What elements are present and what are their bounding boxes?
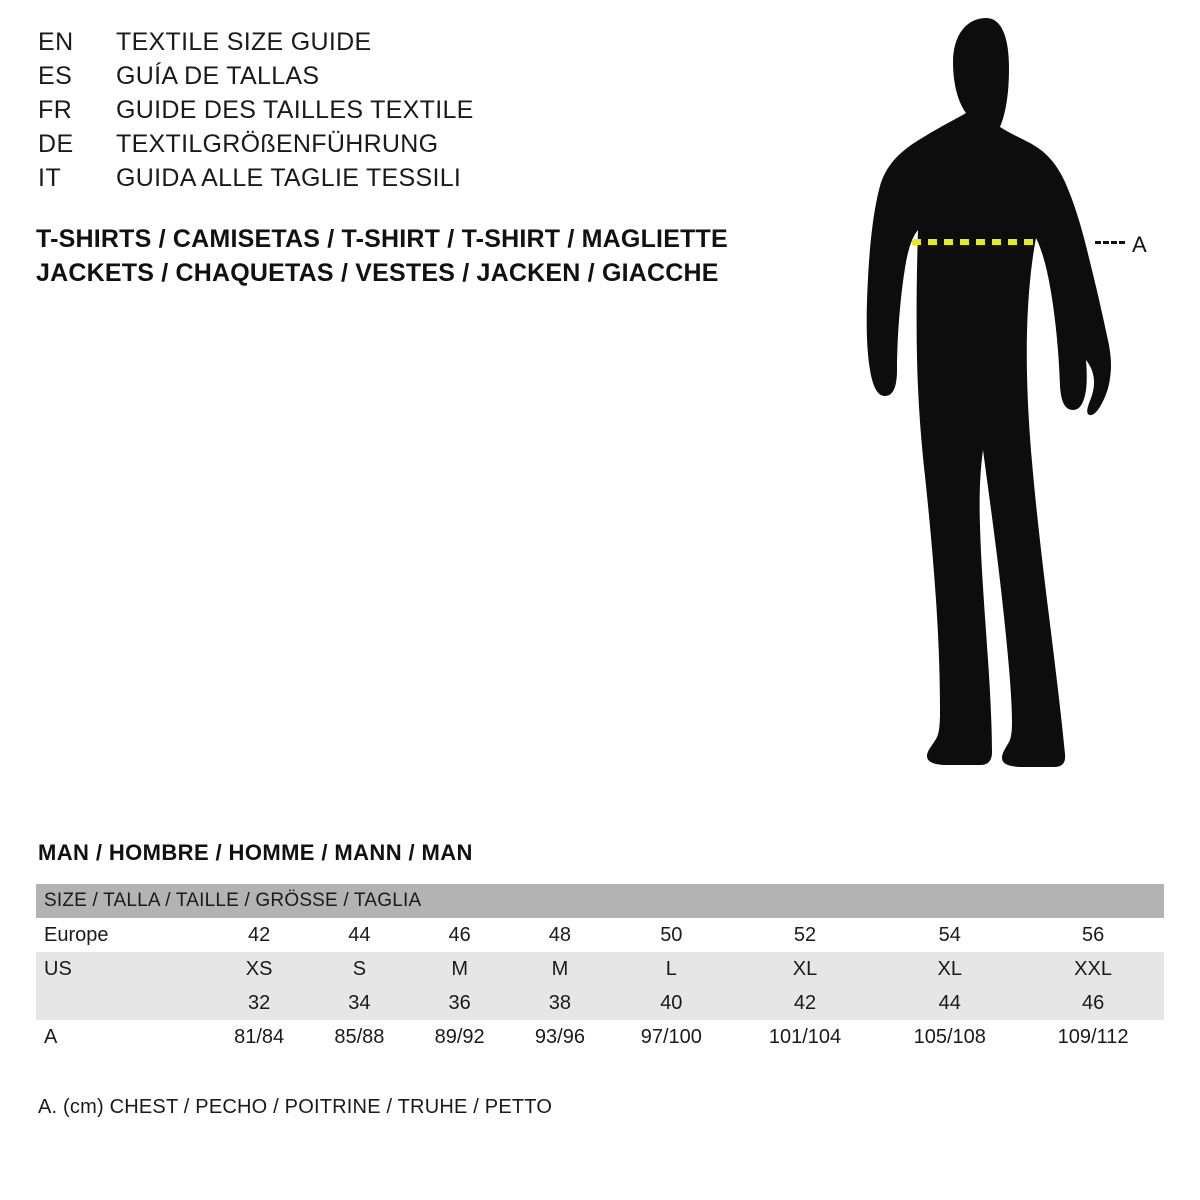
cell-europe-4: 50 bbox=[660, 923, 683, 946]
cell-numeric-3: 38 bbox=[548, 991, 572, 1014]
cell-numeric-7: 46 bbox=[1081, 991, 1105, 1014]
cell-a-2: 89/92 bbox=[434, 1025, 485, 1048]
silhouette-svg bbox=[790, 10, 1190, 800]
cell-europe-6: 54 bbox=[938, 923, 961, 946]
cell-us-0: XS bbox=[245, 957, 273, 980]
table-row bbox=[36, 986, 1164, 1020]
measure-leader-dashes bbox=[1095, 241, 1125, 244]
language-row-en bbox=[38, 28, 758, 62]
language-code-en: EN bbox=[38, 28, 74, 56]
cell-numeric-1: 34 bbox=[348, 991, 371, 1014]
language-text-fr: GUIDE DES TAILLES TEXTILE bbox=[116, 96, 474, 124]
language-row-it bbox=[38, 164, 758, 198]
language-code-es: ES bbox=[38, 62, 73, 90]
language-row-fr bbox=[38, 96, 758, 130]
cell-numeric-4: 40 bbox=[660, 991, 683, 1014]
language-text-es: GUÍA DE TALLAS bbox=[116, 62, 320, 90]
table-row bbox=[36, 918, 1164, 952]
row-label-us: US bbox=[44, 957, 72, 980]
language-text-en: TEXTILE SIZE GUIDE bbox=[116, 28, 372, 56]
cell-us-2: M bbox=[451, 957, 468, 980]
footnote-chest-measurement: A. (cm) CHEST / PECHO / POITRINE / TRUHE / PETTO bbox=[38, 1096, 553, 1118]
language-code-it: IT bbox=[38, 164, 62, 192]
cell-numeric-2: 36 bbox=[448, 991, 471, 1014]
measure-label-a: A bbox=[1132, 232, 1147, 257]
cell-us-4: L bbox=[665, 957, 677, 980]
cell-a-1: 85/88 bbox=[334, 1025, 385, 1048]
language-code-fr: FR bbox=[38, 96, 73, 124]
language-code-de: DE bbox=[38, 130, 74, 158]
male-silhouette-figure bbox=[790, 10, 1190, 800]
cell-europe-1: 44 bbox=[348, 923, 371, 946]
language-text-it: GUIDA ALLE TAGLIE TESSILI bbox=[116, 164, 462, 192]
cell-us-5: XL bbox=[792, 957, 818, 980]
table-row bbox=[36, 952, 1164, 986]
cell-europe-3: 48 bbox=[548, 923, 572, 946]
cell-a-0: 81/84 bbox=[234, 1025, 285, 1048]
section-title-man: MAN / HOMBRE / HOMME / MANN / MAN bbox=[38, 840, 473, 865]
cell-a-5: 101/104 bbox=[768, 1025, 842, 1048]
table-header-label: SIZE / TALLA / TAILLE / GRÖSSE / TAGLIA bbox=[44, 890, 422, 911]
language-row-de bbox=[38, 130, 758, 164]
category-block bbox=[36, 222, 796, 290]
cell-a-7: 109/112 bbox=[1057, 1025, 1129, 1048]
cell-europe-7: 56 bbox=[1081, 923, 1105, 946]
cell-a-6: 105/108 bbox=[913, 1025, 986, 1048]
cell-us-6: XL bbox=[937, 957, 962, 980]
table-header-row bbox=[36, 884, 1164, 918]
language-text-de: TEXTILGRÖßENFÜHRUNG bbox=[116, 130, 439, 158]
table-row bbox=[36, 1020, 1164, 1054]
cell-europe-2: 46 bbox=[448, 923, 471, 946]
row-label-a: A bbox=[44, 1025, 58, 1048]
category-line-jackets: JACKETS / CHAQUETAS / VESTES / JACKEN / GIACCHE bbox=[36, 259, 719, 287]
row-label-europe: Europe bbox=[44, 923, 109, 946]
cell-europe-0: 42 bbox=[248, 923, 271, 946]
row-label-numeric bbox=[36, 986, 209, 1020]
language-header-block bbox=[38, 28, 758, 198]
cell-europe-5: 52 bbox=[793, 923, 817, 946]
cell-numeric-6: 44 bbox=[938, 991, 961, 1014]
cell-us-1: S bbox=[352, 957, 367, 980]
body-silhouette-shape bbox=[867, 18, 1111, 767]
cell-numeric-5: 42 bbox=[793, 991, 817, 1014]
category-line-tshirts: T-SHIRTS / CAMISETAS / T-SHIRT / T-SHIRT / MAGLIETTE bbox=[36, 225, 728, 253]
cell-a-4: 97/100 bbox=[640, 1025, 702, 1048]
language-row-es bbox=[38, 62, 758, 96]
cell-numeric-0: 32 bbox=[248, 991, 271, 1014]
cell-us-7: XXL bbox=[1074, 957, 1112, 980]
cell-us-3: M bbox=[551, 957, 569, 980]
cell-a-3: 93/96 bbox=[534, 1025, 585, 1048]
size-table bbox=[36, 884, 1164, 1054]
